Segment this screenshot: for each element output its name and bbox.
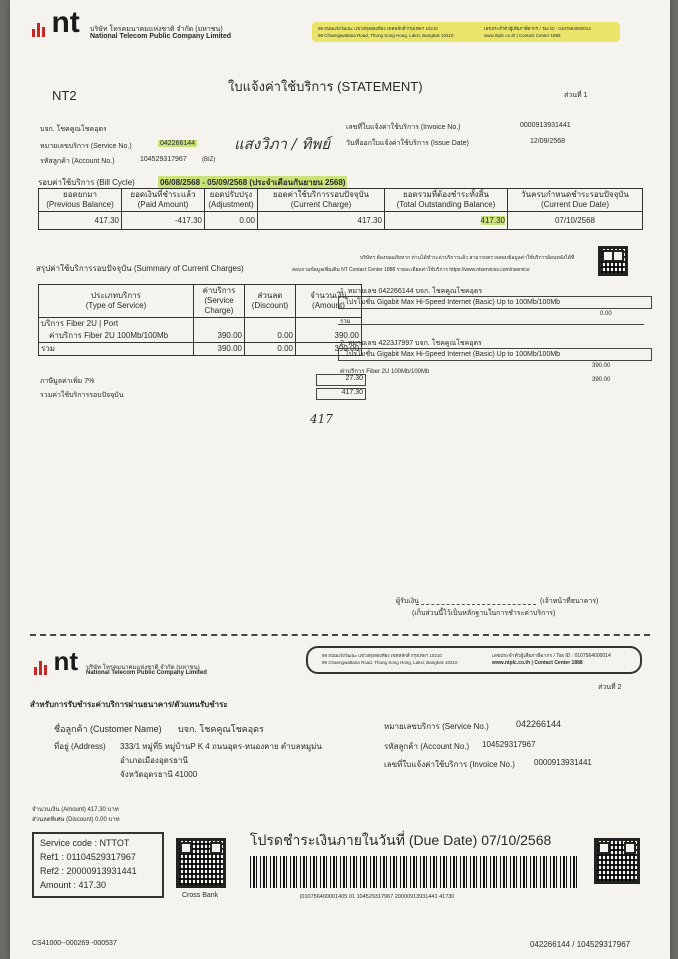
nt-logo-2: nt: [34, 646, 78, 677]
bill-cycle-label: รอบค่าใช้บริการ (Bill Cycle): [38, 178, 135, 187]
payment-barcode: [250, 856, 580, 888]
payslip-account-no: 104529317967: [482, 740, 536, 749]
address-line-2: อำเภอเมืองอุดรธานี: [120, 756, 188, 765]
service-code: Service code : NTTOT: [40, 838, 130, 848]
company-info-banner: 99 ถนนแจ้งวัฒนะ แขวงทุ่งสองห้อง เขตหลักสี่ กรุงเทพฯ 10210 99 Chaengwattana Road, Thung Song Hong, Laksi, Bangkok 10210 เลขประจำตัวผู้เสียภาษีอากร / Tax ID : 0107564000014 www.ntplc.co.th | Contact Center 1888: [312, 22, 620, 42]
total-value: 417.30: [316, 388, 366, 400]
service-1-heading: 1. หมายเลข 042266144 บจก. โชคคูณโชคอุดร: [340, 288, 483, 295]
service-2-promo: โปรโมชั่น Gigabit Max Hi-Speed Internet (Basic) Up to 100Mb/100Mb: [338, 348, 652, 361]
cross-bank-label: Cross Bank: [182, 892, 219, 899]
bill-cycle-value: 06/08/2568 - 05/09/2568 (ประจำเดือนกันยายน 2568): [160, 178, 346, 187]
amount-line: จำนวนเงิน (Amount) 417.30 บาท: [32, 807, 119, 813]
summary-row-label: บริการ Fiber 2U | Port: [39, 318, 194, 331]
paid-amount: -417.30: [122, 212, 205, 230]
company-name-en-2: National Telecom Public Company Limited: [86, 670, 207, 676]
doc-code: CS41000--000269 -000537: [32, 940, 117, 947]
customer-name: บจก. โชคคูณโชคอุดร: [40, 126, 107, 133]
service-2-line-label: ค่าบริการ Fiber 2U 100Mb/100Mb: [340, 369, 430, 375]
handwritten-total: 417: [310, 412, 333, 426]
service-2-heading: 2. หมายเลข 4223J7997 บจก. โชคคูณโชคอุดร: [340, 340, 482, 347]
notice-line-2: สอบถามข้อมูลเพิ่มเติม NT Contact Center 1888 รายละเอียดค่าใช้บริการ https://www.ntservices.com/nservice: [292, 267, 530, 273]
invoice-label: เลขที่ใบแจ้งค่าใช้บริการ (Invoice No.): [346, 124, 461, 131]
address-line-1: 333/1 หมู่ที่5 หมู่บ้านP K 4 ถนนอุดร-หนองคาย ตำบลหมูม่น: [120, 742, 322, 751]
receiver-label: ผู้รับเงิน: [396, 598, 419, 605]
part-2-label: ส่วนที่ 2: [598, 684, 622, 691]
logo-bars-icon: [32, 19, 47, 37]
notice-line-1: บริษัทฯ ต้องขออภัยหาก ท่านได้ชำระค่าบริการแล้ว สามารถตรวจสอบข้อมูลค่าใช้บริการย้อนหลังได้ที่: [360, 255, 575, 261]
company-name-en: National Telecom Public Company Limited: [90, 33, 232, 40]
qr-code-icon: [598, 246, 628, 276]
due-date-text: โปรดชำระเงินภายในวันที่ (Due Date) 07/10/2568: [250, 832, 552, 848]
ref1: Ref1 : 01104529317967: [40, 852, 136, 862]
discount-line: ส่วนลดพิเศษ (Discount) 0.00 บาท: [32, 817, 120, 823]
invoice-no: 0000913931441: [520, 122, 571, 129]
issue-date: 12/09/2568: [530, 138, 566, 145]
cross-bank-qr-icon: [176, 838, 226, 888]
summary-row-label: ค่าบริการ Fiber 2U 100Mb/100Mb: [39, 330, 194, 343]
service-1-line-label: รวม: [340, 319, 351, 325]
barcode-text: |010756400001405 01 104529317967 20000913931441 41730: [300, 894, 455, 900]
statement-paper: [10, 0, 670, 959]
box-amount: Amount : 417.30: [40, 880, 107, 890]
service-no-label: หมายเลขบริการ (Service No.): [40, 143, 132, 150]
summary-title: สรุปค่าใช้บริการรอบปัจจุบัน (Summary of Current Charges): [36, 264, 244, 273]
ref2: Ref2 : 20000913931441: [40, 866, 137, 876]
service-2-line-amount-2: 390.00: [592, 377, 611, 383]
payslip-heading: สำหรับการรับชำระค่าบริการผ่านธนาคาร/ตัวแทนรับชำระ: [30, 700, 228, 709]
total-outstanding: 417.30: [480, 215, 505, 225]
current-charge: 417.30: [258, 212, 385, 230]
current-due-date: 07/10/2568: [508, 212, 643, 230]
payslip-customer-name: บจก. โชคคูณโชคอุดร: [178, 724, 264, 734]
payslip-account-label: รหัสลูกค้า (Account No.): [384, 742, 470, 751]
handwritten-note: แสงวิภา / ทิพย์: [234, 135, 331, 153]
service-1-line-amount: 0.00: [600, 311, 612, 317]
company-info-box-2: 99 ถนนแจ้งวัฒนะ แขวงทุ่งสองห้อง เขตหลักสี่ กรุงเทพฯ 10210 99 Chaengwattana Road, Thung Song Hong, Laksi, Bangkok 10210 เลขประจำตัวผู้เสียภาษีอากร / Tax ID : 0107564000014 www.ntplc.co.th | Contact Center 1888: [306, 646, 642, 674]
balance-table: ยอดยกมา (Previous Balance) ยอดเงินที่ชำระแล้ว (Paid Amount) ยอดปรับปรุง (Adjustment) ยอดค่าใช้บริการรอบปัจจุบัน (Current Charge) ยอดรวมที่ต้องชำระทั้งสิ้น (Total Outstanding Balance) วันครบกำหนดชำระรอบปัจจุบัน (Current Due Date) 417.30 -417.30 0.00 417.30 417.30 07/10/2568: [38, 188, 643, 230]
service-1-promo: โปรโมชั่น Gigabit Max Hi-Speed Internet (Basic) Up to 100Mb/100Mb: [338, 296, 652, 309]
address-line-3: จังหวัดอุดรธานี 41000: [120, 770, 198, 779]
company-name-th-2: บริษัท โทรคมนาคมแห่งชาติ จำกัด (มหาชน): [86, 665, 200, 671]
footer-ref: 042266144 / 104529317967: [530, 940, 631, 949]
receiver-role: (เจ้าหน้าที่ธนาคาร): [540, 598, 599, 605]
account-label: รหัสลูกค้า (Account No.): [40, 158, 115, 165]
statement-title: ใบแจ้งค่าใช้บริการ (STATEMENT): [228, 79, 423, 94]
summary-total-row: รวม: [39, 343, 194, 356]
vat-value: 27.30: [316, 374, 366, 386]
account-no: 104529317967: [140, 156, 187, 163]
tear-line: [30, 634, 650, 636]
total-label: รวมค่าใช้บริการรอบปัจจุบัน: [40, 392, 124, 399]
payment-qr-icon: [594, 838, 640, 884]
account-suffix: (BIZ): [202, 157, 216, 163]
payment-code-box: [32, 832, 164, 898]
receiver-note: (เก็บส่วนนี้ไว้เป็นหลักฐานในการชำระค่าบริการ): [412, 610, 556, 617]
payslip-invoice-label: เลขที่ใบแจ้งค่าใช้บริการ (Invoice No.): [384, 760, 515, 769]
previous-balance: 417.30: [39, 212, 122, 230]
issue-date-label: วันที่ออกใบแจ้งค่าใช้บริการ (Issue Date): [346, 140, 469, 147]
part-1-label: ส่วนที่ 1: [564, 92, 588, 99]
payslip-service-no: 042266144: [516, 719, 562, 729]
address-label: ที่อยู่ (Address): [54, 742, 106, 751]
logo-bars-icon: [34, 657, 49, 675]
service-2-line-amount: 390.00: [592, 363, 611, 369]
company-name-th: บริษัท โทรคมนาคมแห่งชาติ จำกัด (มหาชน): [90, 26, 223, 33]
summary-table: ประเภทบริการ (Type of Service) ค่าบริการ (Service Charge) ส่วนลด (Discount) จำนวนเงิน (Amount) บริการ Fiber 2U | Port ค่าบริการ Fiber 2U 100Mb/100Mb 390.00 0.00 390.00 รวม 390.00 0.00 390.00: [38, 284, 362, 356]
statement-code: NT2: [52, 88, 77, 103]
customer-name-label: ชื่อลูกค้า (Customer Name): [54, 724, 162, 734]
vat-label: ภาษีมูลค่าเพิ่ม 7%: [40, 378, 95, 385]
service-no-value: 042266144: [160, 140, 196, 147]
nt-logo: nt: [32, 6, 80, 40]
payslip-invoice-no: 0000913931441: [534, 758, 592, 767]
adjustment: 0.00: [205, 212, 258, 230]
payslip-service-label: หมายเลขบริการ (Service No.): [384, 722, 489, 731]
